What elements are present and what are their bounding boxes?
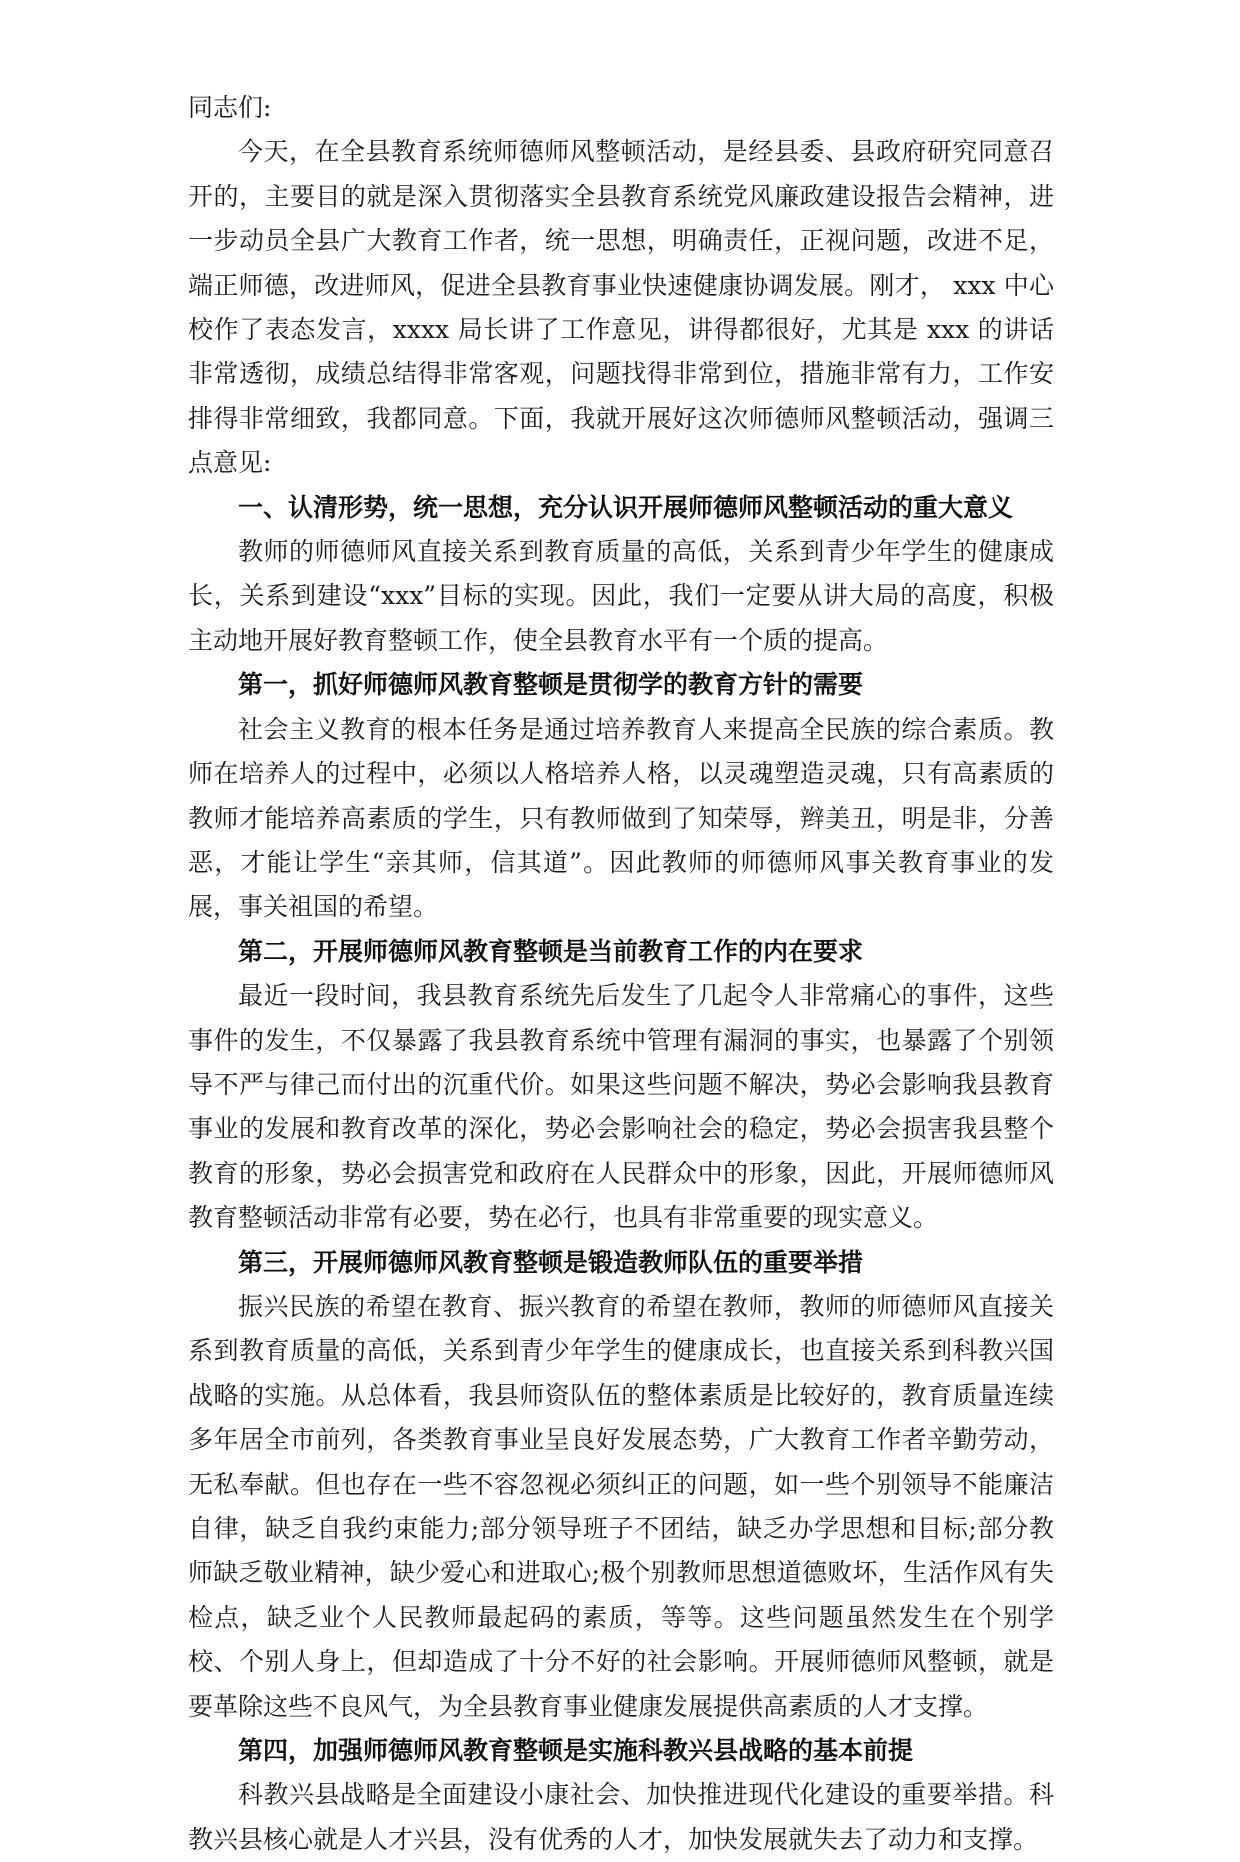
paragraph-1: 教师的师德师风直接关系到教育质量的高低，关系到青少年学生的健康成长，关系到建设“xxx”目标的实现。因此，我们一定要从讲大局的高度，积极主动地开展好教育整顿工作，使全县教育水平有一个质的提高。 [188, 537, 1054, 655]
subheading-first: 第一，抓好师德师风教育整顿是贯彻学的教育方针的需要 [238, 670, 864, 700]
paragraph-second: 最近一段时间，我县教育系统先后发生了几起令人非常痛心的事件，这些事件的发生，不仅暴露了我县教育系统中管理有漏洞的事实，也暴露了个别领导不严与律己而付出的沉重代价。如果这些问题不解决，势必会影响我县教育事业的发展和教育改革的深化，势必会影响社会的稳定，势必会损害我县整个教育的形象，势必会损害党和政府在人民群众中的形象，因此，开展师德师风教育整顿活动非常有必要，势在必行，也具有非常重要的现实意义。 [188, 981, 1054, 1233]
subheading-third: 第三，开展师德师风教育整顿是锻造教师队伍的重要举措 [238, 1247, 864, 1277]
subheading-second: 第二，开展师德师风教育整顿是当前教育工作的内在要求 [238, 936, 864, 966]
paragraph-first: 社会主义教育的根本任务是通过培养教育人来提高全民族的综合素质。教师在培养人的过程中，必须以人格培养人格，以灵魂塑造灵魂，只有高素质的教师才能培养高素质的学生，只有教师做到了知荣辱，辫美丑，明是非，分善恶，才能让学生“亲其师，信其道”。因此教师的师德师风事关教育事业的发展，事关祖国的希望。 [188, 714, 1054, 922]
paragraph-third: 振兴民族的希望在教育、振兴教育的希望在教师，教师的师德师风直接关系到教育质量的高低，关系到青少年学生的健康成长，也直接关系到科教兴国战略的实施。从总体看，我县师资队伍的整体素质是比较好的，教育质量连续多年居全市前列，各类教育事业呈良好发展态势，广大教育工作者辛勤劳动，无私奉献。但也存在一些不容忽视必须纠正的问题，如一些个别领导不能廉洁自律，缺乏自我约束能力;部分领导班子不团结，缺乏办学思想和目标;部分教师缺乏敬业精神，缺少爱心和进取心;极个别教师思想道德败坏，生活作风有失检点，缺乏业个人民教师最起码的素质，等等。这些问题虽然发生在个别学校、个别人身上，但却造成了十分不好的社会影响。开展师德师风整顿，就是要革除这些不良风气，为全县教育事业健康发展提供高素质的人才支撑。 [188, 1291, 1054, 1721]
paragraph-intro: 今天，在全县教育系统师德师风整顿活动，是经县委、县政府研究同意召开的，主要目的就是深入贯彻落实全县教育系统党风廉政建设报告会精神，进一步动员全县广大教育工作者，统一思想，明确责任，正视问题，改进不足，端正师德，改进师风，促进全县教育事业快速健康协调发展。刚才， xxx 中心校作了表态发言，xxxx 局长讲了工作意见，讲得都很好，尤其是 xxx 的讲话非常透彻，成绩总结得非常客观，问题找得非常到位，措施非常有力，工作安排得非常细致，我都同意。下面，我就开展好这次师德师风整顿活动，强调三点意见: [188, 137, 1054, 478]
paragraph-fourth: 科教兴县战略是全面建设小康社会、加快推进现代化建设的重要举措。科教兴县核心就是人才兴县，没有优秀的人才，加快发展就失去了动力和支撑。 [188, 1780, 1054, 1854]
subheading-fourth: 第四，加强师德师风教育整顿是实施科教兴县战略的基本前提 [238, 1736, 914, 1766]
document-body [188, 86, 1054, 1862]
section-heading-1: 一、认清形势，统一思想，充分认识开展师德师风整顿活动的重大意义 [238, 492, 1014, 522]
salutation: 同志们: [188, 93, 272, 122]
